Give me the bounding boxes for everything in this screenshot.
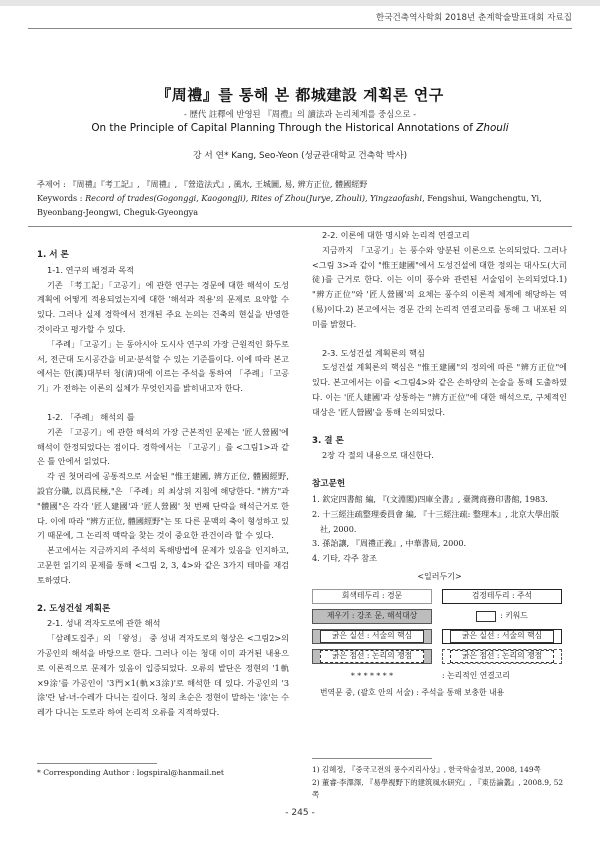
legend-row [312,649,562,664]
section-2-1-heading: 2-1. 성내 격자도로에 관한 해석 [47,618,161,629]
keywords-label: Keywords : [37,193,86,203]
legend-row [312,669,562,684]
legend-box-fill: 제우기 : 강조 문, 해석대상 [312,609,432,624]
paper-subtitle: - 歷代 註釋에 반영된 『周禮』의 讀法과 논리체계를 중심으로 - [183,109,417,119]
legend [312,589,562,701]
footnote-1: 1) 김혜정, 『중국고전의 풍수지리사상』, 한국학술정보, 2008, 149쪽 [312,765,541,774]
keywords-italic: Record of trades(Gogonggi, Kaogongji), Rites of Zhou(Jurye, Zhouli), Yingzaofashi [85,193,423,203]
section-1-1-heading: 1-1. 연구의 배경과 목적 [47,264,135,275]
section-2-heading: 2. 도성건설 계획론 [37,603,111,614]
legend-core-label: 굵은 실선 : 서술의 핵심 [320,630,424,643]
reference-list [312,492,567,566]
section-3-heading: 3. 결 론 [312,435,344,446]
english-keywords [37,192,567,219]
english-title-italic: Zhouli [476,122,509,134]
footnote-rule [37,763,157,764]
right-column [312,230,567,700]
legend-title: <일러두기> [417,571,462,581]
section-2-3-heading: 2-3. 도성건설 계획론의 핵심 [322,347,425,358]
legend-translation-note: 번역문 중, (괄호 안의 서술) : 주석을 통해 보충한 내용 [320,687,505,697]
legend-link-label: : 논리적인 연결고리 [442,670,510,680]
corresponding-author-footnote: * Corresponding Author : logspiral@hanmail.net [37,768,224,777]
english-title-text: On the Principle of Capital Planning Through the Historical Annotations of [91,122,477,134]
legend-row [312,589,562,604]
section-2-3-para-1: 도성건설 계획론의 핵심은 "惟王建國"의 정의에 따른 "辨方正位"에 있다. 본고에서는 이를 <그림4>와 같은 손하양의 논술을 통해 도출하였다. 이는 '匠人建國'과 상통하는 "辨方正位"에 대한 해석으로, 구체적인 대상은 '匠人營國'을 통해 논의되었다. [312,362,567,417]
legend-box-core-gray [312,629,432,644]
reference-item: 3. 孫詒讓, 『周禮正義』, 中華書局, 2000. [312,538,467,549]
legend-issue-label: 굵은 점선 : 논리의 쟁점 [450,650,554,663]
page-number: - 245 - [285,808,315,818]
author-line: 강 서 연* Kang, Seo-Yeon (성균관대학교 건축학 박사) [192,151,407,161]
footnote-2: 2) 董睿·李澤澤, 『易學視野下的建筑風水研究』, 『東岳論叢』, 2008.9, 52쪽 [312,778,564,799]
reference-item: 2. 十三經注疏整理委員會 編, 『十三經注疏: 整理本』, 北京大學出版社, 2000. [312,508,559,534]
spacer [312,463,567,477]
section-2-1-para-1: 「삼례도집주」의 「왕성」 중 성내 격자도로의 형상은 <그림2>의 가공인의 해석을 바탕으로 한다. 그러나 이는 청대 이미 과거된 내용으로 이론적으로 문제가 있음이 입증되었다. 오류의 발단은 정현의 '1軌×9涂'를 가공인이 '3門×1(軌×3涂)'로 해석한 데 있다. 가공인의 '3涂'란 남-녀-수레가 다니는 길이다. 청의 초순은 정현이 말하는 '涂'는 수레가 다니는 도로라 하여 논리적 오류를 지적하였다. [37,633,289,718]
legend-box-gray-border: 회색테두리 : 경문 [312,589,432,604]
legend-issue-label: 굵은 점선 : 논리의 쟁점 [320,650,424,663]
section-1-2-para-3: 본고에서는 지금까지의 주석의 독해방법에 문제가 있음을 인지하고, 고문헌 읽기의 문제를 통해 <그림 2, 3, 4>와 같은 3가지 테마를 재검토하였다. [37,545,289,585]
keywords-rest: , Fengshui, Wangchengtu, Yi, Byeonbang-Jeongwi, Cheguk-Gyeongya [37,193,542,217]
section-1-heading: 1. 서 론 [37,250,69,260]
header-band [0,0,600,6]
korean-keywords: 주제어 : 『周禮』『考工記』, 『周禮』, 『營造法式』, 風水, 王城圖, 易, 辨方正位, 體國經野 [37,179,368,189]
legend-box-black-border: 검정테두리 : 주석 [442,589,562,604]
section-1-2-heading: 1-2. 「주례」 해석의 틀 [47,411,135,422]
header-rule [28,28,572,29]
legend-box-core-black [442,629,562,644]
paper-title: 『周禮』를 통해 본 都城建設 계획론 연구 [156,86,444,104]
spacer [37,588,289,602]
legend-box-issue-gray [312,649,432,664]
reference-item: 4. 기타, 각주 참조 [312,553,377,564]
footnote-rule-right [312,758,432,759]
english-title [0,122,600,134]
legend-keyword [442,609,562,624]
legend-dots: * * * * * * * [350,670,394,680]
legend-box-issue-black [442,649,562,664]
journal-header: 한국건축역사학회 2018년 춘계학술발표대회 자료집 [375,13,572,23]
section-1-1-para-1: 기존 「考工記」「고공기」에 관한 연구는 경문에 대한 해석이 도성계획에 어떻게 적용되었는지에 대한 '해석과 적용'의 문제로 요약할 수 있다. 그러나 실제 경학에서 전개된 주요 논의는 건축의 현실을 반영한 것이라고 평가할 수 있다. [37,279,289,334]
legend-row [312,609,562,624]
spacer [312,420,567,434]
references-heading: 참고문헌 [312,479,346,490]
reference-item: 1. 欽定四書館 編, 『(文淵閣)四庫全書』, 臺灣商務印書館, 1983. [312,493,548,504]
section-1-2-para-2: 각 권 첫머리에 공통적으로 서술된 "惟王建國, 辨方正位, 體國經野, 設官分職, 以爲民極,"은 「주례」의 최상위 지침에 해당한다. "辨方"과 "體國"은 각각 '匠人建國'과 '匠人營國' 첫 번째 단락을 해석근거로 한다. 이에 따라 "辨方正位, 體國經野"는 또 다른 문맥의 축이 형성하고 있기 때문에, 그 논리적 맥락을 찾는 것이 중요한 관건이라 할 수 있다. [37,471,289,541]
section-2-2-heading: 2-2. 이론에 대한 명시와 논리적 연결고리 [322,230,470,240]
legend-core-label: 굵은 실선 : 서술의 핵심 [450,630,554,643]
keywords-rule [28,226,572,227]
legend-keyword-label: : 키워드 [500,610,528,620]
section-1-1-para-2: 「주례」「고공기」는 동아시아 도시사 연구의 가장 근원적인 화두로서, 전근대 도시공간을 비교·분석할 수 있는 기준틀이다. 이에 따라 본고에서는 한(漢)대부터 청(淸)대에 이르는 주석을 통하여 「주례」「고공기」가 전하는 이론의 실체가 무엇인지를 밝히내고자 한다. [37,338,289,394]
section-1-2-para-1: 기존 「고공기」에 관한 해석의 가장 근본적인 문제는 '匠人營國'에 해석이 한정되었다는 점이다. 경학에서는 「고공기」를 <그림1>과 같은 틀 안에서 읽었다. [37,426,289,467]
spacer [312,332,567,346]
spacer [37,396,289,410]
section-3-para-1: 2장 각 절의 내용으로 대신한다. [322,450,434,461]
keyword-swatch [476,611,496,622]
legend-row [312,629,562,644]
section-2-2-para-1: 지금까지 「고공기」는 풍수와 양분된 이론으로 논의되었다. 그러나 <그림 3>과 같이 "惟王建國"에서 도성건설에 대한 정의는 대사도(大司徒)를 근거로 한다. 이는 이미 풍수와 관련된 서술임이 논의되었다.1) "辨方正位"와 '匠人營國'의 요체는 풍수의 이론적 체계에 해당하는 역(易)이다.2) 본고에서는 경문 간의 논리적 연결고리를 통해 그 내포된 의미를 밝혔다. [312,244,567,329]
left-column [37,240,289,720]
